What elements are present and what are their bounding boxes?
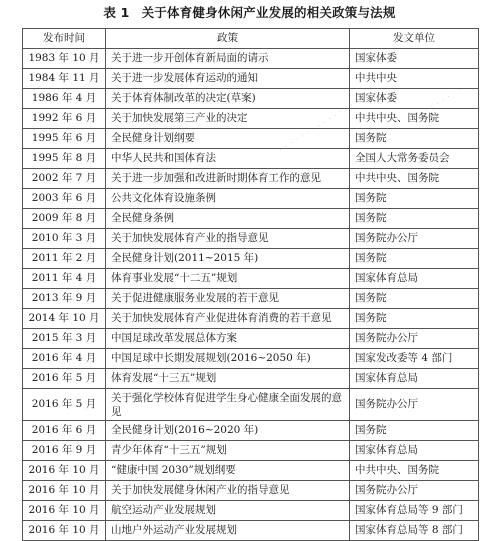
table-row bbox=[23, 269, 479, 289]
table-number: 表 1 bbox=[103, 5, 130, 20]
table-header-row bbox=[23, 29, 479, 49]
cell-date: 2011 年 4 月 bbox=[23, 269, 106, 289]
table-row bbox=[23, 481, 479, 501]
cell-issuer: 国务院办公厅 bbox=[350, 229, 479, 249]
cell-date: 2016 年 4 月 bbox=[23, 349, 106, 369]
cell-date: 2010 年 3 月 bbox=[23, 229, 106, 249]
table-row bbox=[23, 169, 479, 189]
cell-date: 1984 年 11 月 bbox=[23, 69, 106, 89]
table-row bbox=[23, 441, 479, 461]
table-row bbox=[23, 521, 479, 541]
cell-date: 1995 年 8 月 bbox=[23, 149, 106, 169]
cell-date: 2016 年 5 月 bbox=[23, 389, 106, 421]
table-row bbox=[23, 69, 479, 89]
cell-date: 2015 年 3 月 bbox=[23, 329, 106, 349]
cell-date: 2011 年 2 月 bbox=[23, 249, 106, 269]
cell-policy: 中国足球改革发展总体方案 bbox=[106, 329, 350, 349]
table-row bbox=[23, 149, 479, 169]
table-caption bbox=[0, 4, 499, 22]
cell-issuer: 国务院 bbox=[350, 309, 479, 329]
cell-policy: 关于进一步开创体育新局面的请示 bbox=[106, 49, 350, 69]
table-body bbox=[23, 49, 479, 541]
cell-policy: 公共文化体育设施条例 bbox=[106, 189, 350, 209]
cell-policy: 关于进一步发展体育运动的通知 bbox=[106, 69, 350, 89]
cell-policy: 中华人民共和国体育法 bbox=[106, 149, 350, 169]
cell-issuer: 全国人大常务委员会 bbox=[350, 149, 479, 169]
cell-issuer: 国家体育总局 bbox=[350, 269, 479, 289]
cell-date: 2016 年 10 月 bbox=[23, 461, 106, 481]
table-row bbox=[23, 369, 479, 389]
table-row bbox=[23, 249, 479, 269]
table-row bbox=[23, 229, 479, 249]
cell-date: 2002 年 7 月 bbox=[23, 169, 106, 189]
cell-issuer: 中共中央、国务院 bbox=[350, 169, 479, 189]
table-row bbox=[23, 349, 479, 369]
cell-date: 1992 年 6 月 bbox=[23, 109, 106, 129]
cell-date: 2003 年 6 月 bbox=[23, 189, 106, 209]
cell-issuer: 中共中央、国务院 bbox=[350, 109, 479, 129]
cell-policy: “健康中国 2030”规划纲要 bbox=[106, 461, 350, 481]
cell-issuer: 国务院 bbox=[350, 289, 479, 309]
cell-date: 2016 年 10 月 bbox=[23, 481, 106, 501]
table-row bbox=[23, 89, 479, 109]
cell-issuer: 国务院 bbox=[350, 249, 479, 269]
policy-table bbox=[22, 28, 479, 541]
cell-policy: 关于加快发展健身休闲产业的指导意见 bbox=[106, 481, 350, 501]
table-row bbox=[23, 209, 479, 229]
table-row bbox=[23, 289, 479, 309]
cell-issuer: 中共中央、国务院 bbox=[350, 461, 479, 481]
watermark: · · · · · · · · bbox=[418, 85, 464, 118]
cell-date: 2016 年 10 月 bbox=[23, 501, 106, 521]
cell-policy: 体育事业发展“十二五”规划 bbox=[106, 269, 350, 289]
cell-date: 1986 年 4 月 bbox=[23, 89, 106, 109]
cell-issuer: 国家体委 bbox=[350, 89, 479, 109]
cell-date: 1995 年 6 月 bbox=[23, 129, 106, 149]
table-row bbox=[23, 189, 479, 209]
cell-policy: 关于加快发展第三产业的决定 bbox=[106, 109, 350, 129]
cell-policy: 全民健身计划纲要 bbox=[106, 129, 350, 149]
cell-issuer: 国家发改委等 4 部门 bbox=[350, 349, 479, 369]
cell-policy: 航空运动产业发展规划 bbox=[106, 501, 350, 521]
cell-policy: 关于体育体制改革的决定(草案) bbox=[106, 89, 350, 109]
cell-policy: 关于强化学校体育促进学生身心健康全面发展的意见 bbox=[106, 389, 350, 421]
cell-issuer: 国家体育总局等 8 部门 bbox=[350, 521, 479, 541]
cell-issuer: 国务院 bbox=[350, 421, 479, 441]
cell-issuer: 国务院 bbox=[350, 129, 479, 149]
table-row bbox=[23, 389, 479, 421]
cell-issuer: 国务院 bbox=[350, 209, 479, 229]
cell-issuer: 国家体育总局等 9 部门 bbox=[350, 501, 479, 521]
cell-issuer: 国家体育总局 bbox=[350, 441, 479, 461]
table-row bbox=[23, 421, 479, 441]
cell-policy: 全民健身计划(2011~2015 年) bbox=[106, 249, 350, 269]
cell-date: 2014 年 10 月 bbox=[23, 309, 106, 329]
table-row bbox=[23, 49, 479, 69]
cell-issuer: 国家体委 bbox=[350, 49, 479, 69]
cell-policy: 全民健身条例 bbox=[106, 209, 350, 229]
header-date: 发布时间 bbox=[23, 29, 106, 49]
cell-policy: 体育发展“十三五”规划 bbox=[106, 369, 350, 389]
cell-date: 2013 年 9 月 bbox=[23, 289, 106, 309]
cell-date: 2016 年 9 月 bbox=[23, 441, 106, 461]
cell-policy: 中国足球中长期发展规划(2016~2050 年) bbox=[106, 349, 350, 369]
header-issuer: 发文单位 bbox=[350, 29, 479, 49]
cell-date: 2016 年 5 月 bbox=[23, 369, 106, 389]
watermark: · · · · · · · · · · · · · · · bbox=[277, 97, 362, 154]
cell-date: 1983 年 10 月 bbox=[23, 49, 106, 69]
cell-policy: 关于促进健康服务业发展的若干意见 bbox=[106, 289, 350, 309]
cell-date: 2016 年 10 月 bbox=[23, 521, 106, 541]
cell-policy: 全民健身计划(2016~2020 年) bbox=[106, 421, 350, 441]
table-row bbox=[23, 501, 479, 521]
cell-policy: 关于进一步加强和改进新时期体育工作的意见 bbox=[106, 169, 350, 189]
table-row bbox=[23, 329, 479, 349]
cell-date: 2016 年 6 月 bbox=[23, 421, 106, 441]
cell-policy: 关于加快发展体育产业的指导意见 bbox=[106, 229, 350, 249]
cell-issuer: 国务院 bbox=[350, 189, 479, 209]
table-row bbox=[23, 129, 479, 149]
cell-policy: 山地户外运动产业发展规划 bbox=[106, 521, 350, 541]
cell-issuer: 国务院办公厅 bbox=[350, 389, 479, 421]
cell-issuer: 国务院办公厅 bbox=[350, 481, 479, 501]
cell-date: 2009 年 8 月 bbox=[23, 209, 106, 229]
cell-policy: 关于加快发展体育产业促进体育消费的若干意见 bbox=[106, 309, 350, 329]
cell-issuer: 国家体育总局 bbox=[350, 369, 479, 389]
table-title: 关于体育健身休闲产业发展的相关政策与法规 bbox=[141, 5, 396, 20]
cell-policy: 青少年体育“十三五”规划 bbox=[106, 441, 350, 461]
header-policy: 政策 bbox=[106, 29, 350, 49]
cell-issuer: 国务院办公厅 bbox=[350, 329, 479, 349]
table-row bbox=[23, 109, 479, 129]
table-row bbox=[23, 309, 479, 329]
table-row bbox=[23, 461, 479, 481]
cell-issuer: 中共中央 bbox=[350, 69, 479, 89]
